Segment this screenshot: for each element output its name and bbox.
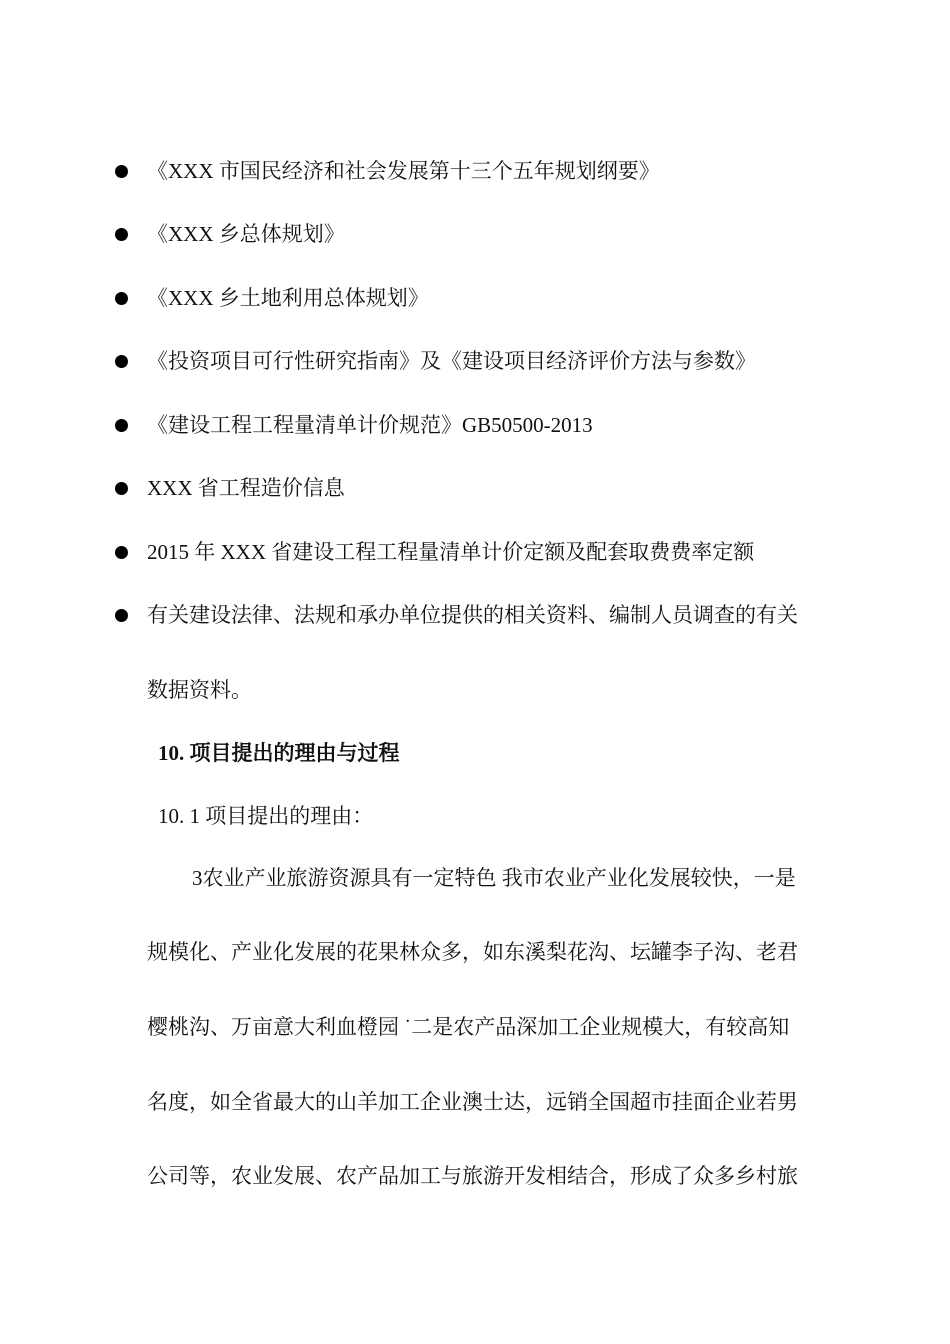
- section-heading: 10. 项目提出的理由与过程: [158, 741, 400, 765]
- paragraph-line: 名度，如全省最大的山羊加工企业澳士达，远销全国超市挂面企业若男: [147, 1090, 798, 1114]
- bullet-icon: [115, 419, 128, 432]
- list-item-text: 《XXX 市国民经济和社会发展第十三个五年规划纲要》: [147, 159, 660, 183]
- paragraph-line: 公司等，农业发展、农产品加工与旅游开发相结合，形成了众多乡村旅: [147, 1164, 798, 1188]
- list-item-continuation: 数据资料。: [147, 678, 252, 702]
- paragraph-line: 3农业产业旅游资源具有一定特色 我市农业产业化发展较快，一是: [192, 866, 796, 890]
- list-item-text: 《投资项目可行性研究指南》及《建设项目经济评价方法与参数》: [147, 349, 756, 373]
- list-item-text: 有关建设法律、法规和承办单位提供的相关资料、编制人员调查的有关: [147, 603, 798, 627]
- bullet-icon: [115, 165, 128, 178]
- list-item-text: 2015 年 XXX 省建设工程工程量清单计价定额及配套取费费率定额: [147, 540, 755, 564]
- subsection-heading: 10. 1 项目提出的理由：: [158, 804, 374, 828]
- list-item-text: XXX 省工程造价信息: [147, 476, 345, 500]
- list-item-text: 《XXX 乡土地利用总体规划》: [147, 286, 429, 310]
- bullet-icon: [115, 355, 128, 368]
- list-item-text: 《XXX 乡总体规划》: [147, 222, 345, 246]
- bullet-icon: [115, 228, 128, 241]
- bullet-icon: [115, 482, 128, 495]
- list-item-text: 《建设工程工程量清单计价规范》GB50500-2013: [147, 413, 593, 437]
- bullet-icon: [115, 292, 128, 305]
- paragraph-line: 樱桃沟、万亩意大利血橙园 ˙二是农产品深加工企业规模大，有较高知: [147, 1015, 790, 1039]
- paragraph-line: 规模化、产业化发展的花果林众多，如东溪梨花沟、坛罐李子沟、老君: [147, 940, 798, 964]
- bullet-icon: [115, 609, 128, 622]
- bullet-icon: [115, 546, 128, 559]
